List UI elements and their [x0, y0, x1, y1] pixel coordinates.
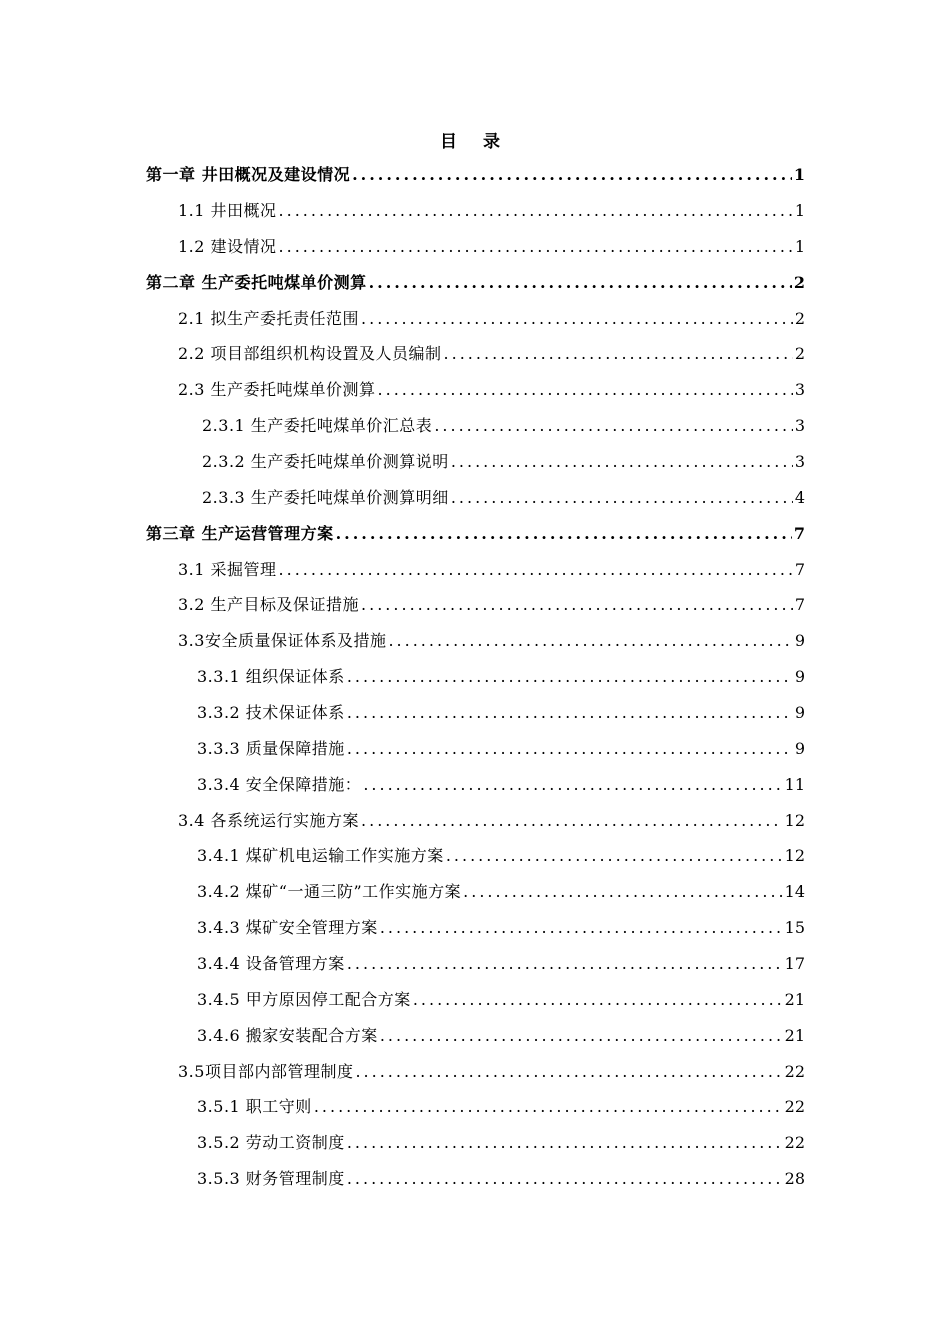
toc-entry-label: 3.4.5 甲方原因停工配合方案 [197, 990, 411, 1009]
toc-entry-subsection[interactable] [197, 1092, 805, 1122]
leader-dots [444, 339, 793, 369]
toc-entry-label: 2.3.2 生产委托吨煤单价测算说明 [202, 452, 449, 471]
toc-entry-section[interactable] [178, 375, 805, 405]
leader-dots [355, 1057, 782, 1087]
leader-dots [363, 770, 782, 800]
leader-dots [279, 555, 793, 585]
toc-entry-page: 22 [784, 1097, 805, 1116]
toc-entry-label: 3.4.3 煤矿安全管理方案 [197, 918, 378, 937]
toc-entry-label: 3.3.2 技术保证体系 [197, 703, 345, 722]
leader-dots [314, 1092, 783, 1122]
toc-entry-page: 7 [794, 560, 805, 579]
toc-entry-subsection[interactable] [197, 1164, 805, 1194]
toc-entry-page: 14 [784, 882, 805, 901]
leader-dots [378, 375, 793, 405]
toc-entry-page: 22 [784, 1133, 805, 1152]
leader-dots [347, 662, 793, 692]
toc-entry-chapter[interactable] [146, 268, 805, 298]
leader-dots [361, 590, 793, 620]
toc-entry-page: 28 [784, 1169, 805, 1188]
toc-entry-page: 3 [794, 416, 805, 435]
toc-entry-section[interactable] [178, 304, 805, 334]
toc-entry-label: 1.2 建设情况 [178, 237, 277, 256]
toc-entry-label: 3.2 生产目标及保证措施 [178, 595, 360, 614]
toc-entry-label: 2.3 生产委托吨煤单价测算 [178, 380, 376, 399]
toc-entry-page: 2 [793, 273, 805, 292]
toc-entry-page: 3 [794, 380, 805, 399]
toc-entry-page: 9 [794, 631, 805, 650]
toc-entry-subsection[interactable] [197, 1021, 805, 1051]
toc-entry-subsection[interactable] [197, 949, 805, 979]
toc-entry-label: 2.1 拟生产委托责任范围 [178, 309, 360, 328]
leader-dots [347, 1128, 783, 1158]
toc-entry-section[interactable] [178, 806, 805, 836]
toc-entry-label: 3.4.6 搬家安装配合方案 [197, 1026, 378, 1045]
toc-entry-label: 3.5.3 财务管理制度 [197, 1169, 345, 1188]
toc-entry-section[interactable] [178, 590, 805, 620]
toc-entry-page: 1 [794, 237, 805, 256]
toc-entry-chapter[interactable] [146, 160, 805, 190]
toc-entry-page: 9 [794, 703, 805, 722]
toc-entry-section[interactable] [178, 555, 805, 585]
toc-entry-label: 3.4.1 煤矿机电运输工作实施方案 [197, 846, 444, 865]
toc-entry-label: 2.3.1 生产委托吨煤单价汇总表 [202, 416, 433, 435]
toc-entry-section[interactable] [178, 1057, 805, 1087]
toc-entry-subsection[interactable] [197, 913, 805, 943]
leader-dots [380, 1021, 783, 1051]
toc-entry-page: 7 [794, 595, 805, 614]
toc-entry-section[interactable] [178, 232, 805, 262]
toc-entry-page: 21 [784, 990, 805, 1009]
toc-entry-label: 3.5.1 职工守则 [197, 1097, 312, 1116]
toc-entry-label: 2.3.3 生产委托吨煤单价测算明细 [202, 488, 449, 507]
toc-entry-page: 15 [784, 918, 805, 937]
toc-entry-label: 3.3.1 组织保证体系 [197, 667, 345, 686]
toc-entry-page: 2 [794, 309, 805, 328]
leader-dots [388, 626, 792, 656]
toc-entry-subsection[interactable] [202, 483, 805, 513]
toc-entry-page: 22 [784, 1062, 805, 1081]
toc-entry-label: 2.2 项目部组织机构设置及人员编制 [178, 344, 442, 363]
toc-entry-page: 21 [784, 1026, 805, 1045]
toc-entry-page: 9 [794, 739, 805, 758]
toc-entry-subsection[interactable] [197, 698, 805, 728]
toc-entry-subsection[interactable] [202, 447, 805, 477]
leader-dots [336, 519, 792, 549]
leader-dots [347, 734, 793, 764]
toc-entry-label: 第三章 生产运营管理方案 [146, 524, 334, 543]
toc-entry-section[interactable] [178, 626, 805, 656]
toc-entry-page: 12 [784, 846, 805, 865]
toc-entry-subsection[interactable] [197, 877, 805, 907]
toc-entry-page: 12 [784, 811, 805, 830]
toc-entry-page: 1 [794, 201, 805, 220]
leader-dots [347, 698, 793, 728]
toc-entry-label: 3.5项目部内部管理制度 [178, 1062, 354, 1081]
toc-entry-label: 3.3.3 质量保障措施 [197, 739, 345, 758]
toc-entry-page: 17 [784, 954, 805, 973]
toc-entry-subsection[interactable] [197, 734, 805, 764]
leader-dots [446, 841, 783, 871]
toc-entry-page: 1 [793, 165, 805, 184]
toc-entry-page: 9 [794, 667, 805, 686]
leader-dots [380, 913, 783, 943]
toc-entry-label: 第二章 生产委托吨煤单价测算 [146, 273, 367, 292]
leader-dots [361, 806, 783, 836]
toc-entry-subsection[interactable] [197, 1128, 805, 1158]
leader-dots [279, 232, 793, 262]
toc-entry-page: 3 [794, 452, 805, 471]
toc-entry-chapter[interactable] [146, 519, 805, 549]
toc-entry-label: 3.3安全质量保证体系及措施 [178, 631, 387, 650]
leader-dots [361, 304, 793, 334]
toc-entry-subsection[interactable] [197, 662, 805, 692]
toc-entry-subsection[interactable] [197, 770, 805, 800]
toc-entry-page: 4 [794, 488, 805, 507]
leader-dots [463, 877, 782, 907]
toc-entry-label: 3.5.2 劳动工资制度 [197, 1133, 345, 1152]
leader-dots [369, 268, 792, 298]
toc-entry-label: 3.4 各系统运行实施方案 [178, 811, 360, 830]
toc-entry-label: 第一章 井田概况及建设情况 [146, 165, 351, 184]
leader-dots [451, 483, 793, 513]
toc-entry-subsection[interactable] [202, 411, 805, 441]
toc-entry-label: 3.4.4 设备管理方案 [197, 954, 345, 973]
leader-dots [347, 1164, 783, 1194]
toc-entry-label: 3.1 采掘管理 [178, 560, 277, 579]
toc-entry-label: 3.3.4 安全保障措施： [197, 775, 362, 794]
toc-entry-section[interactable] [178, 196, 805, 226]
leader-dots [451, 447, 793, 477]
toc-entry-label: 3.4.2 煤矿“一通三防”工作实施方案 [197, 882, 462, 901]
toc-entry-page: 2 [794, 344, 805, 363]
toc-entry-page: 11 [784, 775, 805, 794]
leader-dots [434, 411, 793, 441]
leader-dots [279, 196, 793, 226]
toc-title: 目 录 [440, 132, 510, 152]
leader-dots [413, 985, 783, 1015]
toc-entry-subsection[interactable] [197, 841, 805, 871]
leader-dots [352, 160, 792, 190]
toc-entry-subsection[interactable] [197, 985, 805, 1015]
leader-dots [347, 949, 783, 979]
toc-entry-page: 7 [793, 524, 805, 543]
toc-entry-section[interactable] [178, 339, 805, 369]
toc-entry-label: 1.1 井田概况 [178, 201, 277, 220]
